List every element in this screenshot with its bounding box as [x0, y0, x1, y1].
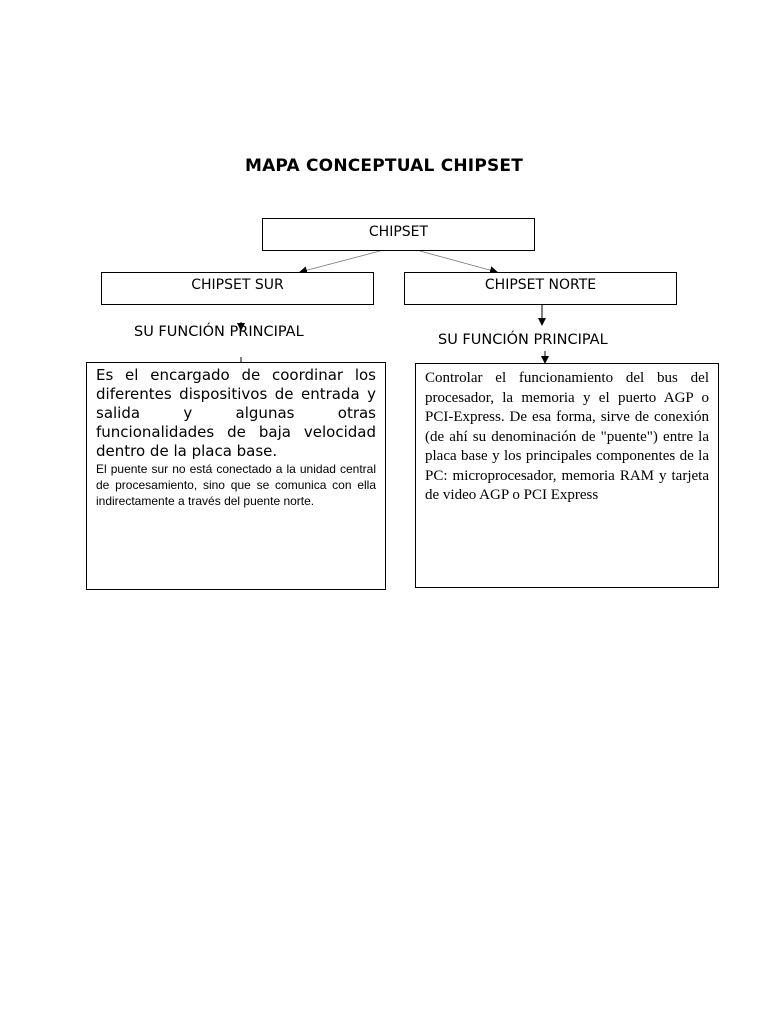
root-to-south-connector	[300, 251, 380, 272]
north-function-text: Controlar el funcionamiento del bus del procesador, la memoria y el puerto AGP o PCI-Express. De esa forma, sirve de conexión (de ahí su denominación de "puente") entre la placa base y los principales componentes de la PC: microprocesador, memoria RAM y tarjeta de video AGP o PCI Express	[425, 370, 709, 503]
south-function-text: Es el encargado de coordinar los diferentes dispositivos de entrada y salida y algunas otras funcionalidades de baja velocidad dentro de la placa base.	[96, 366, 376, 460]
root-to-north-connector	[420, 251, 497, 272]
north-function-label: SU FUNCIÓN PRINCIPAL	[438, 332, 608, 348]
south-function-box	[86, 362, 386, 590]
chipset-root-label: CHIPSET	[368, 224, 429, 240]
chipset-south-label: CHIPSET SUR	[191, 277, 284, 293]
chipset-root-node	[262, 218, 535, 251]
chipset-north-label: CHIPSET NORTE	[484, 277, 597, 293]
diagram-title: MAPA CONCEPTUAL CHIPSET	[244, 156, 524, 176]
north-function-box	[415, 363, 719, 588]
south-function-label: SU FUNCIÓN PRINCIPAL	[134, 324, 304, 340]
chipset-south-node	[101, 272, 374, 305]
chipset-north-node	[404, 272, 677, 305]
south-detail-text: El puente sur no está conectado a la unidad central de procesamiento, sino que se comunica con ella indirectamente a través del puente norte.	[96, 462, 376, 508]
